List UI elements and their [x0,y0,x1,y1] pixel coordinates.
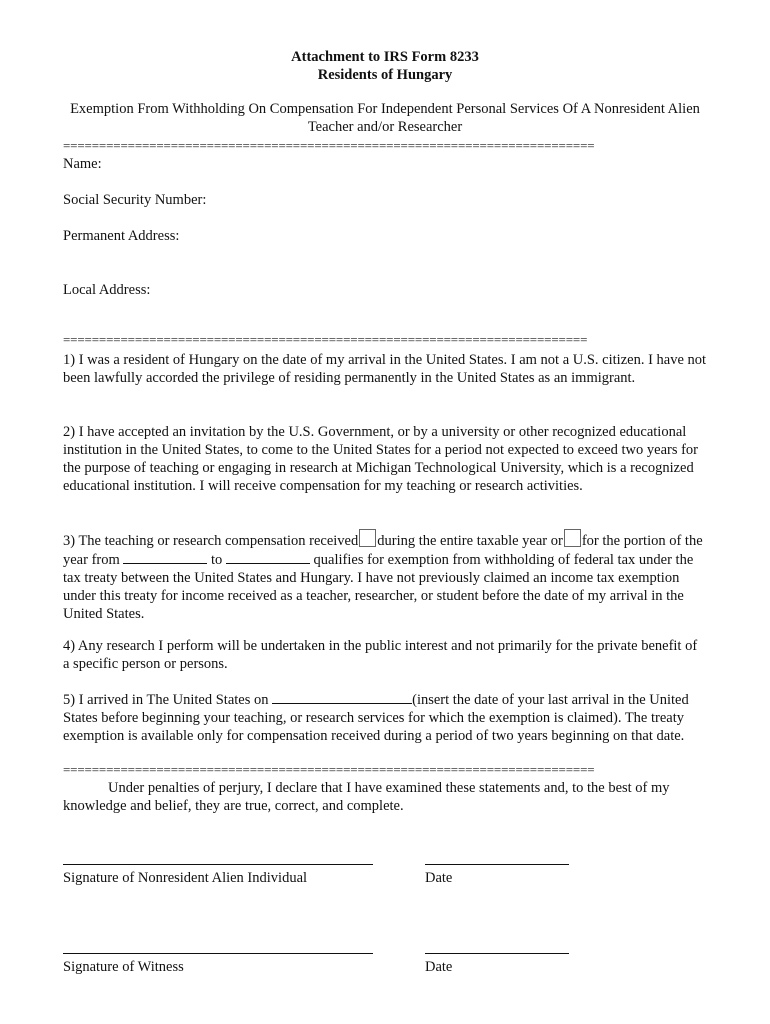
alien-date-label: Date [425,870,453,886]
permanent-address-label: Permanent Address: [63,228,180,244]
title-line-2: Residents of Hungary [317,67,453,83]
period-start-blank[interactable] [123,550,207,564]
alien-signature-line[interactable] [63,864,373,865]
portion-of-year-checkbox[interactable] [564,529,581,547]
name-field-label: Name: [63,156,102,172]
statement-3-part-d: to [211,552,223,568]
perjury-declaration: Under penalties of perjury, I declare that I have examined these statements and, to the best of my knowledge and belief, they are true, correct, and complete. [63,780,670,814]
arrival-date-blank[interactable] [272,690,412,704]
divider-middle: ========================================================================= [63,333,588,347]
period-end-blank[interactable] [226,550,310,564]
statement-3-part-e: qualifies for exemption from withholding of federal tax under the tax treaty between the United States and Hungary. I have not previously claimed an income tax exemption under this treaty for income received as a teacher, researcher, or student before the date of my arrival in the United States. [63,552,694,622]
witness-signature-label: Signature of Witness [63,959,184,975]
statement-3-part-a: 3) The teaching or research compensation received [63,533,359,549]
form-title [0,48,770,84]
statement-3-part-b: during the entire taxable year or [377,533,563,549]
divider-top: ========================================================================== [63,139,595,153]
statement-3-part-c: for the portion of the year from [63,533,703,568]
statement-5-part-b: (insert the date of your last arrival in the United States before beginning your teaching, or research services for which the exemption is claimed). The treaty exemption is available only for compensation received during a period of two years beginning on that date. [63,692,689,744]
statement-2: 2) I have accepted an invitation by the U.S. Government, or by a university or other recognized educational institution in the United States, to come to the United States for a period not expected to exceed two years for the purpose of teaching or engaging in research at Michigan Technological University, which is a recognized educational institution. I will receive compensation for my teaching or research activities. [63,424,699,494]
witness-date-line[interactable] [425,953,569,954]
statement-5 [63,690,707,745]
title-line-1: Attachment to IRS Form 8233 [291,49,479,65]
local-address-label: Local Address: [63,282,151,298]
alien-date-line[interactable] [425,864,569,865]
ssn-field-label: Social Security Number: [63,192,207,208]
witness-signature-line[interactable] [63,953,373,954]
statement-4: 4) Any research I perform will be undertaken in the public interest and not primarily for the private benefit of a specific person or persons. [63,638,698,672]
statement-1: 1) I was a resident of Hungary on the date of my arrival in the United States. I am not a U.S. citizen. I have not been lawfully accorded the privilege of residing permanently in the United States as an immigrant. [63,352,707,386]
statement-3 [63,529,707,623]
form-subtitle: Exemption From Withholding On Compensation For Independent Personal Services Of A Nonresident Alien Teacher and/or Researcher [70,101,700,135]
statement-5-part-a: 5) I arrived in The United States on [63,692,269,708]
alien-signature-label: Signature of Nonresident Alien Individual [63,870,308,886]
divider-bottom: ========================================================================== [63,763,595,777]
witness-date-label: Date [425,959,453,975]
entire-year-checkbox[interactable] [359,529,376,547]
